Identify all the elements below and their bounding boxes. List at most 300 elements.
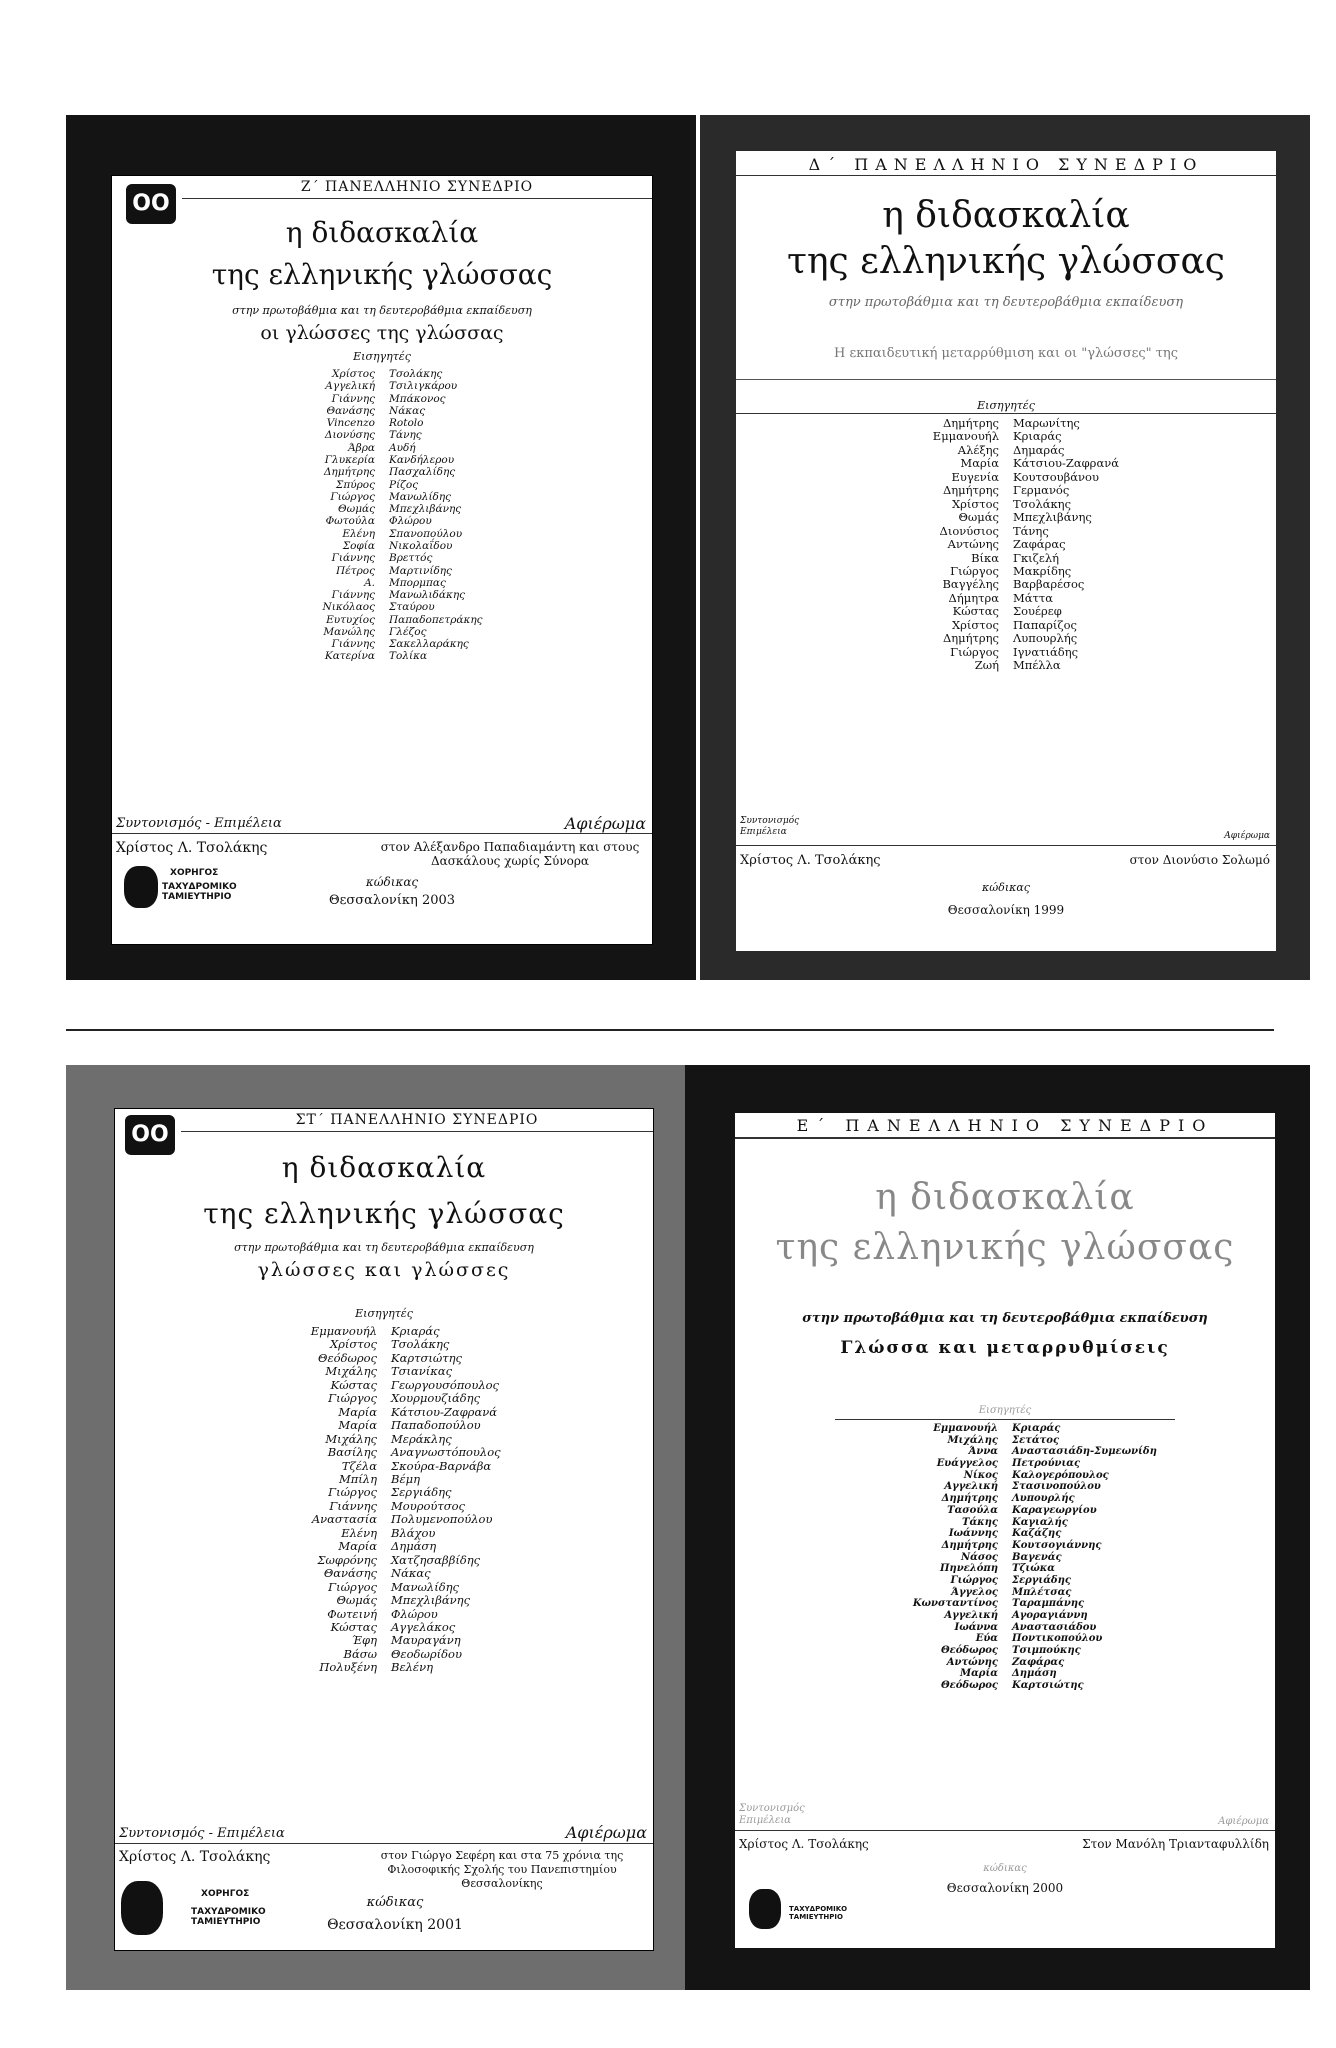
speaker-last-name: Μπλέτσας (1012, 1586, 1072, 1598)
title-line-2: της ελληνικής γλώσσας (203, 1197, 565, 1230)
speaker-last-name: Τζιώκα (1012, 1563, 1055, 1575)
speaker-row (112, 577, 652, 589)
speaker-row (115, 1473, 653, 1486)
theme-rule (736, 379, 1276, 380)
speakers-list (736, 417, 1276, 673)
organizer-name: Χρίστος Λ. Τσολάκης (740, 853, 881, 868)
speaker-last-name: Τσιλιγκάρου (389, 380, 458, 393)
speaker-first-name: Γιάννης (331, 638, 375, 651)
speaker-first-name: Άγγελος (951, 1586, 998, 1598)
speaker-first-name: Χρίστος (951, 617, 999, 632)
poster-e (685, 1065, 1310, 1990)
speaker-last-name: Μαυραγάνη (391, 1633, 461, 1648)
poster-st-inner (114, 1108, 654, 1951)
speaker-row (735, 1481, 1275, 1493)
speaker-row (115, 1581, 653, 1594)
organizer-name: Χρίστος Λ. Τσολάκης (116, 840, 268, 856)
header-rule (182, 198, 652, 199)
speaker-first-name: Δημήτρης (323, 466, 375, 479)
speaker-first-name: Έφη (351, 1633, 377, 1648)
speaker-first-name: Αντώνης (946, 1656, 998, 1668)
speaker-first-name: Δημήτρης (942, 483, 999, 498)
speaker-row (736, 484, 1276, 497)
speaker-last-name: Καρτσιώτης (391, 1350, 462, 1365)
code-label: κώδικας (366, 1895, 424, 1910)
speaker-row (735, 1610, 1275, 1622)
speaker-first-name: Τασούλα (947, 1504, 998, 1516)
speaker-row (735, 1528, 1275, 1540)
speaker-row (115, 1365, 653, 1378)
speaker-first-name: Γιώργος (950, 1574, 998, 1586)
speaker-first-name: Ελένη (341, 1525, 377, 1540)
title-line-2: της ελληνικής γλώσσας (211, 258, 553, 291)
speaker-row (112, 442, 652, 454)
speaker-first-name: Εμμανουήλ (310, 1324, 377, 1338)
coordination-rule (736, 845, 1276, 846)
speaker-first-name: Θεόδωρος (940, 1645, 998, 1657)
title-line-2: της ελληνικής γλώσσας (775, 1227, 1235, 1268)
speaker-last-name: Πασχαλίδης (389, 466, 456, 479)
coordination-rule (115, 1843, 653, 1844)
speaker-last-name: Μπέλλα (1013, 658, 1061, 673)
speaker-first-name: Κώστας (952, 604, 999, 619)
speaker-last-name: Τσιμπούκης (1012, 1645, 1081, 1657)
speaker-last-name: Αγοραγιάννη (1012, 1610, 1088, 1621)
speaker-row (736, 444, 1276, 457)
speaker-row (115, 1460, 653, 1473)
speaker-first-name: Αγγελική (325, 380, 375, 393)
speaker-first-name: Θωμάς (338, 503, 375, 516)
speaker-row (112, 454, 652, 466)
speaker-row (115, 1433, 653, 1446)
place-year: Θεσσαλονίκη 2000 (946, 1881, 1064, 1895)
dedication-label: Αφιέρωμα (564, 814, 646, 833)
speaker-first-name: Θεόδωρος (318, 1350, 377, 1365)
speaker-first-name: Γιάννης (331, 589, 375, 602)
dedication-text: Στον Μανόλη Τριανταφυλλίδη (1082, 1837, 1269, 1851)
speakers-label: Εισηγητές (977, 399, 1035, 412)
speaker-first-name: Γλυκερία (324, 453, 375, 466)
speaker-last-name: Βελένη (391, 1660, 433, 1675)
speaker-first-name: Κώστας (330, 1377, 377, 1392)
speaker-row (735, 1458, 1275, 1470)
speaker-last-name: Σταύρου (389, 601, 435, 614)
speaker-row (735, 1645, 1275, 1657)
speaker-first-name: Γιώργος (330, 490, 375, 503)
speaker-last-name: Βαρβαρέσος (1013, 577, 1085, 592)
speaker-first-name: Μιχάλης (325, 1364, 377, 1379)
speaker-row (736, 525, 1276, 538)
speaker-first-name: Γιάννης (331, 392, 375, 405)
header-rule (736, 175, 1276, 176)
speaker-first-name: Χρίστος (951, 496, 999, 511)
place-year: Θεσσαλονίκη 2003 (328, 893, 456, 908)
speaker-row (112, 552, 652, 564)
conference-header: ΣΤ΄ ΠΑΝΕΛΛΗΝΙΟ ΣΥΝΕΔΡΙΟ (295, 1112, 539, 1128)
speaker-row (736, 417, 1276, 430)
conference-logo-icon: ΟΟ (125, 1115, 175, 1155)
dedication-label: Αφιέρωμα (1218, 1816, 1269, 1827)
speaker-row (736, 605, 1276, 618)
speaker-last-name: Μαρωνίτης (1013, 416, 1080, 430)
speaker-first-name: Τάκης (962, 1516, 998, 1528)
speaker-last-name: Καρτσιώτης (1012, 1680, 1084, 1692)
speaker-last-name: Μανωλίδης (391, 1579, 459, 1594)
sponsor-logo-icon (749, 1889, 781, 1929)
speaker-first-name: Εύα (975, 1633, 998, 1645)
speaker-last-name: Τάνης (389, 429, 422, 442)
speaker-last-name: Λυπουρλής (1013, 631, 1078, 646)
poster-st (66, 1065, 696, 1990)
speaker-last-name: Νάκας (391, 1566, 431, 1581)
speaker-first-name: Δημήτρης (941, 1539, 998, 1551)
speaker-first-name: Αντώνης (947, 537, 999, 552)
speaker-row (112, 479, 652, 491)
speaker-first-name: Φωτεινή (327, 1606, 377, 1621)
speakers-rule (835, 1419, 1175, 1420)
speaker-row (735, 1598, 1275, 1610)
speaker-last-name: Σπανοπούλου (389, 527, 463, 540)
speaker-row (736, 538, 1276, 551)
speaker-first-name: Φωτούλα (325, 515, 375, 528)
speaker-first-name: Ζωή (974, 658, 999, 673)
speaker-row (115, 1594, 653, 1607)
speaker-last-name: Χουρμουζιάδης (391, 1391, 481, 1406)
speakers-list (112, 368, 652, 663)
subtitle: στην πρωτοβάθμια και τη δευτεροβάθμια εκπαίδευση (802, 1311, 1208, 1326)
speaker-last-name: Παπαδοπετράκης (389, 613, 483, 626)
speaker-row (115, 1648, 653, 1661)
speaker-last-name: Μπεχλιβάνης (1013, 510, 1092, 525)
speaker-row (735, 1575, 1275, 1587)
speaker-last-name: Αναστασιάδη-Συμεωνίδη (1012, 1446, 1157, 1458)
speaker-first-name: Vincenzo (326, 417, 375, 430)
speaker-row (736, 471, 1276, 484)
theme: Η εκπαιδευτική μεταρρύθμιση και οι "γλώσσες" της (834, 346, 1178, 361)
speaker-row (735, 1423, 1275, 1435)
dedication-text: στον Αλέξανδρο Παπαδιαμάντη και στους Δασκάλους χωρίς Σύνορα (380, 840, 640, 869)
speaker-last-name: Σεργιάδης (1012, 1574, 1071, 1586)
speaker-row (112, 614, 652, 626)
speaker-row (115, 1446, 653, 1459)
theme: οι γλώσσες της γλώσσας (260, 322, 504, 344)
speaker-row (112, 601, 652, 613)
speaker-row (735, 1540, 1275, 1552)
speaker-first-name: Βασίλης (327, 1445, 377, 1460)
speaker-last-name: Τσολάκης (389, 368, 443, 380)
speaker-last-name: Μπεχλιβάνης (391, 1593, 471, 1608)
speaker-last-name: Αγγελάκος (391, 1619, 456, 1634)
subtitle: στην πρωτοβάθμια και τη δευτεροβάθμια εκπαίδευση (232, 304, 532, 317)
speaker-last-name: Σεργιάδης (391, 1485, 452, 1500)
speaker-row (115, 1608, 653, 1621)
speaker-last-name: Μανωλίδης (389, 490, 452, 503)
subtitle: στην πρωτοβάθμια και τη δευτεροβάθμια εκπαίδευση (234, 1241, 534, 1254)
speaker-first-name: Κωνσταντίνος (912, 1598, 998, 1610)
speaker-row (115, 1513, 653, 1526)
speaker-last-name: Κανδήλερου (389, 453, 455, 466)
speaker-first-name: Γιώργος (328, 1579, 377, 1594)
speaker-row (115, 1379, 653, 1392)
speaker-last-name: Ταραμπάνης (1012, 1598, 1085, 1610)
speaker-row (112, 626, 652, 638)
speaker-first-name: Γιώργος (950, 563, 999, 578)
title-line-1: η διδασκαλία (285, 216, 479, 249)
sponsor-logo-icon (121, 1881, 163, 1935)
speaker-last-name: Κριαράς (1013, 429, 1062, 444)
speaker-first-name: Άννα (968, 1446, 998, 1458)
speaker-row (115, 1338, 653, 1351)
speaker-row (735, 1435, 1275, 1447)
speaker-row (115, 1500, 653, 1513)
speaker-last-name: Μπεχλιβάνης (389, 503, 462, 516)
speaker-first-name: Μιχάλης (947, 1434, 998, 1446)
speaker-first-name: Βάσω (343, 1646, 377, 1661)
speaker-last-name: Δημαράς (1013, 442, 1065, 457)
speaker-row (115, 1527, 653, 1540)
speaker-last-name: Αυδή (389, 441, 416, 454)
theme: Γλώσσα και μεταρρυθμίσεις (840, 1338, 1170, 1358)
speaker-first-name: Εμμανουήλ (933, 1423, 998, 1434)
speaker-row (736, 659, 1276, 672)
speaker-last-name: Κριαράς (1012, 1423, 1061, 1434)
speaker-row (112, 503, 652, 515)
speakers-list (735, 1423, 1275, 1692)
speaker-last-name: Τολίκα (389, 650, 428, 663)
code-label: κώδικας (983, 1863, 1027, 1874)
speaker-last-name: Τσιανίκας (391, 1364, 453, 1379)
speaker-first-name: Διονύσης (324, 429, 375, 442)
speaker-row (736, 646, 1276, 659)
speaker-last-name: Ζαφάρας (1013, 537, 1066, 552)
speaker-first-name: Μανώλης (323, 625, 375, 638)
speaker-row (112, 589, 652, 601)
speaker-row (735, 1470, 1275, 1482)
speaker-first-name: Θεόδωρος (940, 1680, 998, 1692)
organizer-name: Χρίστος Λ. Τσολάκης (119, 1849, 271, 1865)
speaker-row (115, 1554, 653, 1567)
speaker-last-name: Παπαρίζος (1013, 617, 1077, 632)
speaker-row (735, 1680, 1275, 1692)
speaker-first-name: Κώστας (330, 1619, 377, 1634)
speaker-row (112, 638, 652, 650)
speaker-row (112, 528, 652, 540)
conference-header: Ε΄ ΠΑΝΕΛΛΗΝΙΟ ΣΥΝΕΔΡΙΟ (796, 1116, 1214, 1135)
speaker-last-name: Γκιζελή (1013, 550, 1060, 565)
speaker-row (115, 1634, 653, 1647)
speaker-row (736, 498, 1276, 511)
speaker-first-name: Διονύσιος (939, 523, 999, 538)
speaker-first-name: Αναστασία (311, 1512, 377, 1527)
speakers-list (115, 1325, 653, 1675)
speaker-row (735, 1563, 1275, 1575)
speaker-row (112, 565, 652, 577)
speaker-first-name: Δημήτρης (942, 416, 999, 430)
speaker-row (735, 1493, 1275, 1505)
speaker-last-name: Καραγεωργίου (1012, 1504, 1097, 1516)
speaker-first-name: Μαρία (960, 456, 999, 471)
speaker-first-name: Μπίλη (338, 1471, 377, 1486)
speaker-first-name: Αγγελική (944, 1481, 998, 1493)
place-year: Θεσσαλονίκη 1999 (947, 903, 1065, 917)
speaker-first-name: Γιάννης (331, 552, 375, 565)
speaker-row (735, 1622, 1275, 1634)
speaker-last-name: Βέμη (391, 1471, 420, 1486)
speaker-first-name: Γιώργος (328, 1485, 377, 1500)
speaker-row (736, 578, 1276, 591)
speaker-first-name: Πηνελόπη (939, 1563, 998, 1575)
header-rule (181, 1131, 653, 1132)
speaker-first-name: Κατερίνα (324, 650, 375, 663)
code-label: κώδικας (365, 875, 419, 889)
conference-header: Ζ΄ ΠΑΝΕΛΛΗΝΙΟ ΣΥΝΕΔΡΙΟ (300, 179, 534, 195)
speaker-row (115, 1352, 653, 1365)
speaker-last-name: Μπάκονος (389, 392, 446, 405)
poster-z (66, 115, 696, 980)
speaker-last-name: Χατζησαββίδης (391, 1552, 481, 1567)
speaker-row (736, 430, 1276, 443)
speaker-row (736, 632, 1276, 645)
sponsor-name: ΤΑΧΥΔΡΟΜΙΚΟ ΤΑΜΙΕΥΤΗΡΙΟ (789, 1905, 848, 1922)
speaker-first-name: Μιχάλης (325, 1431, 377, 1446)
speaker-first-name: Νίκος (963, 1469, 998, 1481)
speaker-row (112, 466, 652, 478)
speaker-row (112, 650, 652, 662)
speaker-row (736, 565, 1276, 578)
speaker-row (735, 1633, 1275, 1645)
speaker-last-name: Γλέζος (389, 625, 427, 638)
speaker-row (736, 619, 1276, 632)
speaker-first-name: Μαρία (338, 1418, 377, 1433)
speaker-last-name: Γερμανός (1013, 483, 1070, 498)
place-year: Θεσσαλονίκη 2001 (327, 1917, 463, 1933)
speaker-first-name: Μαρία (338, 1404, 377, 1419)
speaker-last-name: Φλώρου (391, 1606, 438, 1621)
speaker-first-name: Σοφία (342, 539, 375, 552)
speaker-last-name: Πολυμενοπούλου (391, 1512, 493, 1527)
speaker-last-name: Θεοδωρίδου (391, 1646, 462, 1661)
speaker-last-name: Ρίζος (389, 478, 419, 491)
coordination-label: Συντονισμός Επιμέλεια (740, 816, 800, 837)
speaker-first-name: Σπύρος (335, 478, 375, 491)
speaker-first-name: Άβρα (348, 441, 375, 454)
coordination-rule (112, 833, 652, 834)
speaker-row (115, 1325, 653, 1338)
conference-header: Δ΄ ΠΑΝΕΛΛΗΝΙΟ ΣΥΝΕΔΡΙΟ (808, 155, 1204, 174)
speaker-last-name: Στασινοπούλου (1012, 1481, 1101, 1493)
speaker-last-name: Κάτσιου-Ζαφρανά (1013, 456, 1119, 471)
speakers-label: Εισηγητές (353, 350, 411, 363)
speaker-row (112, 540, 652, 552)
speaker-row (736, 552, 1276, 565)
speaker-last-name: Λυπουρλής (1012, 1493, 1075, 1505)
speaker-row (115, 1486, 653, 1499)
dedication-label: Αφιέρωμα (1224, 831, 1270, 841)
speaker-last-name: Δημάση (391, 1539, 437, 1554)
speaker-last-name: Rotolo (389, 417, 424, 430)
speaker-first-name: Θανάσης (326, 404, 375, 417)
speaker-last-name: Μανωλιδάκης (389, 589, 466, 602)
speaker-last-name: Νάκας (389, 404, 426, 417)
sponsor-label: ΧΟΡΗΓΟΣ (170, 868, 219, 878)
speaker-last-name: Γεωργουσόπουλος (391, 1377, 499, 1392)
speaker-last-name: Αναστασιάδου (1012, 1621, 1097, 1633)
speaker-row (735, 1587, 1275, 1599)
speaker-row (112, 393, 652, 405)
title-line-1: η διδασκαλία (281, 1151, 487, 1184)
coordination-label: Συντονισμός Επιμέλεια (739, 1803, 805, 1826)
speaker-row (112, 417, 652, 429)
speakers-label: Εισηγητές (978, 1405, 1032, 1416)
speaker-first-name: Χρίστος (329, 1337, 377, 1352)
poster-d-inner (736, 151, 1276, 951)
speaker-first-name: Τζέλα (341, 1458, 377, 1473)
speaker-first-name: Μαρία (338, 1539, 377, 1554)
speaker-first-name: Θωμάς (958, 510, 999, 525)
speaker-row (736, 457, 1276, 470)
code-label: κώδικας (982, 881, 1030, 894)
speaker-last-name: Τσολάκης (1013, 496, 1072, 511)
speaker-row (735, 1552, 1275, 1564)
speaker-row (112, 380, 652, 392)
speaker-first-name: Ευάγγελος (936, 1458, 998, 1470)
speaker-last-name: Σετάτος (1012, 1434, 1060, 1446)
sponsor-logo-icon (124, 866, 158, 908)
dedication-text: στον Διονύσιο Σολωμό (1129, 853, 1270, 867)
speaker-row (115, 1419, 653, 1432)
sponsor-name: ΤΑΧΥΔΡΟΜΙΚΟ ΤΑΜΙΕΥΤΗΡΙΟ (191, 1907, 266, 1928)
sponsor-name: ΤΑΧΥΔΡΟΜΙΚΟ ΤΑΜΙΕΥΤΗΡΙΟ (162, 882, 237, 903)
speaker-last-name: Κουτσουβάνου (1013, 469, 1099, 484)
speaker-first-name: Γιώργος (950, 644, 999, 659)
speaker-last-name: Σκούρα-Βαρνάβα (391, 1458, 492, 1473)
speaker-first-name: Νικόλαος (322, 601, 375, 614)
speaker-row (735, 1668, 1275, 1680)
speaker-row (115, 1661, 653, 1674)
speaker-last-name: Ιγνατιάδης (1013, 644, 1079, 659)
speaker-row (112, 368, 652, 380)
speaker-first-name: Χρίστος (332, 368, 375, 380)
poster-d (700, 115, 1310, 980)
speaker-row (735, 1517, 1275, 1529)
speaker-first-name: Ελένη (342, 527, 375, 540)
speaker-first-name: Εμμανουήλ (932, 429, 999, 444)
speaker-first-name: Μαρία (960, 1668, 998, 1680)
speaker-last-name: Μακρίδης (1013, 563, 1072, 578)
dedication-label: Αφιέρωμα (565, 1823, 647, 1842)
speaker-first-name: Γιάννης (329, 1498, 377, 1513)
speakers-label: Εισηγητές (355, 1307, 413, 1320)
speaker-last-name: Φλώρου (389, 515, 432, 528)
poster-z-inner (111, 175, 653, 945)
speaker-row (112, 429, 652, 441)
theme: γλώσσες και γλώσσες (257, 1259, 511, 1281)
speaker-last-name: Καλογερόπουλος (1012, 1469, 1109, 1481)
speaker-row (112, 491, 652, 503)
speaker-last-name: Τάνης (1013, 523, 1049, 538)
speaker-last-name: Νικολαΐδου (389, 539, 453, 552)
speaker-last-name: Μπορμπας (389, 576, 446, 589)
conference-logo-icon: ΟΟ (126, 184, 176, 224)
speaker-last-name: Καζάζης (1012, 1528, 1062, 1540)
speaker-first-name: Πέτρος (336, 564, 375, 577)
speaker-last-name: Αναγνωστόπουλος (391, 1445, 501, 1460)
dedication-text: στον Γιώργο Σεφέρη και στα 75 χρόνια της Φιλοσοφικής Σχολής του Πανεπιστημίου Θεσσαλονίκης (380, 1849, 624, 1890)
speakers-rule (736, 413, 1276, 414)
organizer-name: Χρίστος Λ. Τσολάκης (739, 1837, 869, 1851)
speaker-row (112, 515, 652, 527)
speaker-row (115, 1567, 653, 1580)
